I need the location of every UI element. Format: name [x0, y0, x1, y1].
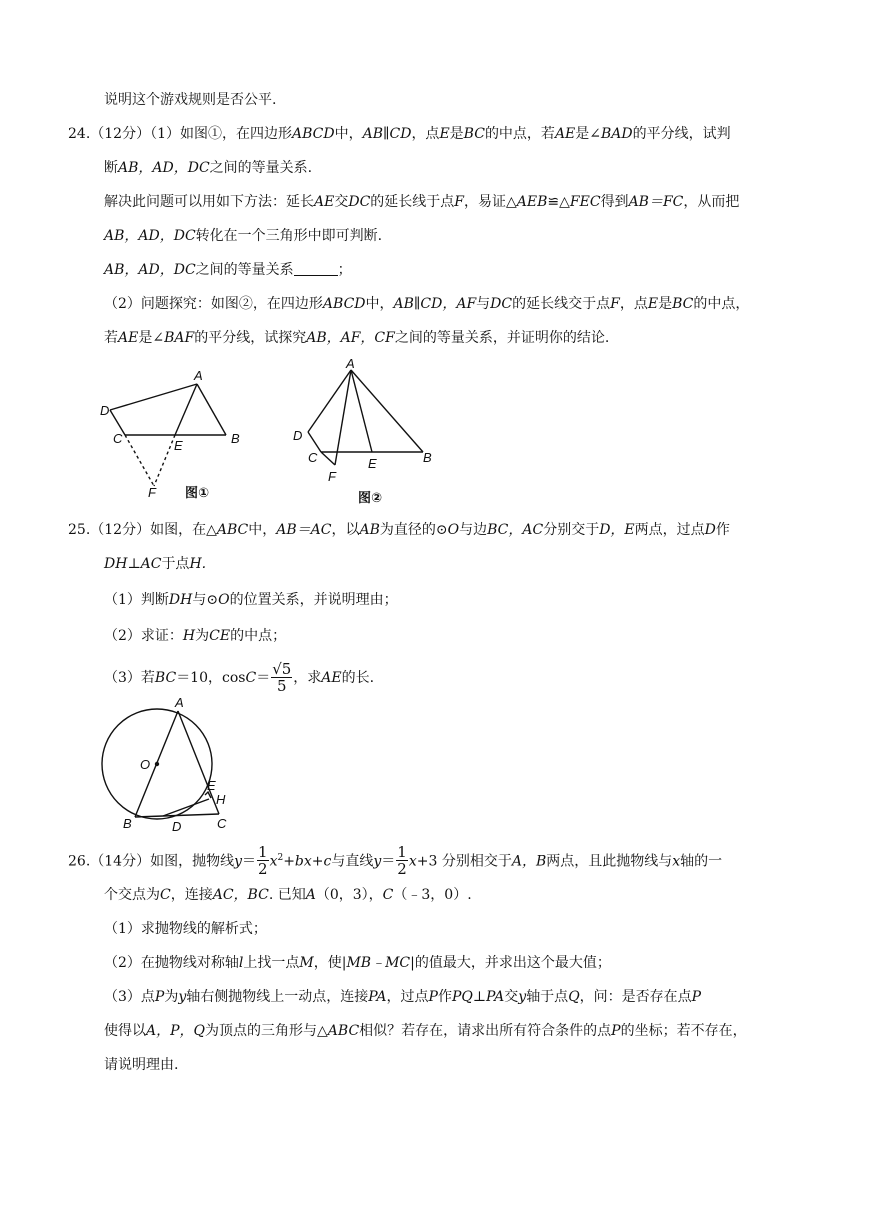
q25-sub-1: （1）判断DH与⊙O的位置关系，并说明理由；	[104, 592, 398, 608]
q26-line-2: 个交点为C，连接AC，BC. 已知A（0，3），C（﹣3，0）.	[104, 887, 472, 903]
center-point	[155, 762, 159, 766]
segment-ab	[197, 384, 226, 435]
segment-af	[335, 370, 351, 465]
fraction-one-half-2: $\frac{1}{2}$	[397, 843, 407, 879]
label-a: A	[194, 368, 203, 383]
segment-dc	[163, 814, 219, 816]
label-e: E	[207, 778, 216, 793]
q26-line-1: 26.（14分）如图，抛物线y＝ $\frac{1}{2}$ $x^2+bx+c$与直线y＝ $\frac{1}{2}$ x+3 分别相交于A，B两点，且此抛物线与x轴的一	[68, 843, 723, 879]
q24-line-1: 24.（12分）（1）如图①，在四边形ABCD中，AB∥CD，点E是BC的中点，若AE是∠BAD的平分线，试判	[68, 126, 731, 142]
q24-figure-1	[95, 365, 255, 510]
label-d: D	[172, 819, 182, 834]
segment-da	[110, 384, 197, 410]
segment-ae	[175, 384, 197, 435]
q24-figure-2	[285, 358, 445, 508]
label-a: A	[346, 356, 355, 371]
label-c: C	[113, 431, 123, 446]
label-d: D	[100, 403, 110, 418]
segment-ac	[178, 711, 219, 814]
segment-ad	[308, 370, 351, 432]
fraction-sqrt5-over-5: $\frac{√5}{5}$	[272, 659, 292, 695]
q25-sub-3: （3）若BC＝10，cosC＝ $\frac{√5}{5}$ ，求AE的长.	[104, 659, 375, 695]
q26-sub-1: （1）求抛物线的解析式；	[104, 921, 267, 937]
label-b: B	[123, 816, 132, 831]
answer-blank	[294, 261, 338, 276]
label-f: F	[328, 469, 336, 484]
figure-2-caption: 图②	[358, 490, 383, 505]
label-e: E	[368, 456, 377, 471]
label-b: B	[423, 450, 432, 465]
intro-line: 说明这个游戏规则是否公平.	[104, 92, 277, 108]
q24-line-7: 若AE是∠BAF的平分线，试探究AB，AF，CF之间的等量关系，并证明你的结论.	[104, 330, 610, 346]
q24-line-4: AB，AD，DC转化在一个三角形中即可判断.	[104, 228, 383, 244]
q26-sub-3-cont: 使得以A，P，Q为顶点的三角形与△ABC相似？若存在，请求出所有符合条件的点P的坐标；若不存在，	[104, 1023, 747, 1039]
segment-dh	[163, 799, 209, 816]
q25-line-1: 25.（12分）如图，在△ABC中，AB＝AC，以AB为直径的⊙O与边BC，AC分别交于D，E两点，过点D作	[68, 522, 730, 538]
label-f: F	[148, 485, 156, 500]
q26-sub-2: （2）在抛物线对称轴l上找一点M，使|MB﹣MC|的值最大，并求出这个最大值；	[104, 955, 611, 971]
label-b: B	[231, 431, 240, 446]
figure-1-caption: 图①	[185, 485, 210, 500]
segment-cf	[321, 452, 335, 465]
q24-line-3: 解决此问题可以用如下方法：延长AE交DC的延长线于点F，易证△AEB≌△FEC得到AB＝FC，从而把	[104, 194, 740, 210]
q25-sub-2: （2）求证：H为CE的中点；	[104, 628, 287, 644]
label-h: H	[216, 792, 226, 807]
label-c: C	[308, 450, 318, 465]
q24-line-2: 断AB，AD，DC之间的等量关系.	[104, 160, 313, 176]
label-e: E	[174, 438, 183, 453]
label-o: O	[140, 757, 151, 772]
dashed-cf	[125, 435, 154, 486]
q26-sub-3-end: 请说明理由.	[104, 1057, 179, 1073]
q25-line-2: DH⊥AC于点H.	[104, 556, 207, 572]
q26-sub-3: （3）点P为y轴右侧抛物线上一动点，连接PA，过点P作PQ⊥PA交y轴于点Q，问：是否存在点P	[104, 989, 702, 1005]
q24-line-5: AB，AD，DC之间的等量关系 ；	[104, 262, 352, 278]
segment-dc	[308, 432, 321, 452]
q24-line-6: （2）问题探究：如图②，在四边形ABCD中，AB∥CD，AF与DC的延长线交于点F，点E是BC的中点，	[104, 296, 750, 312]
label-a: A	[175, 695, 184, 710]
fraction-one-half: $\frac{1}{2}$	[258, 843, 268, 879]
segment-bd	[135, 816, 163, 817]
q25-circle-figure	[95, 695, 245, 835]
label-c: C	[217, 816, 227, 831]
label-d: D	[293, 428, 303, 443]
dashed-ef	[154, 435, 175, 486]
